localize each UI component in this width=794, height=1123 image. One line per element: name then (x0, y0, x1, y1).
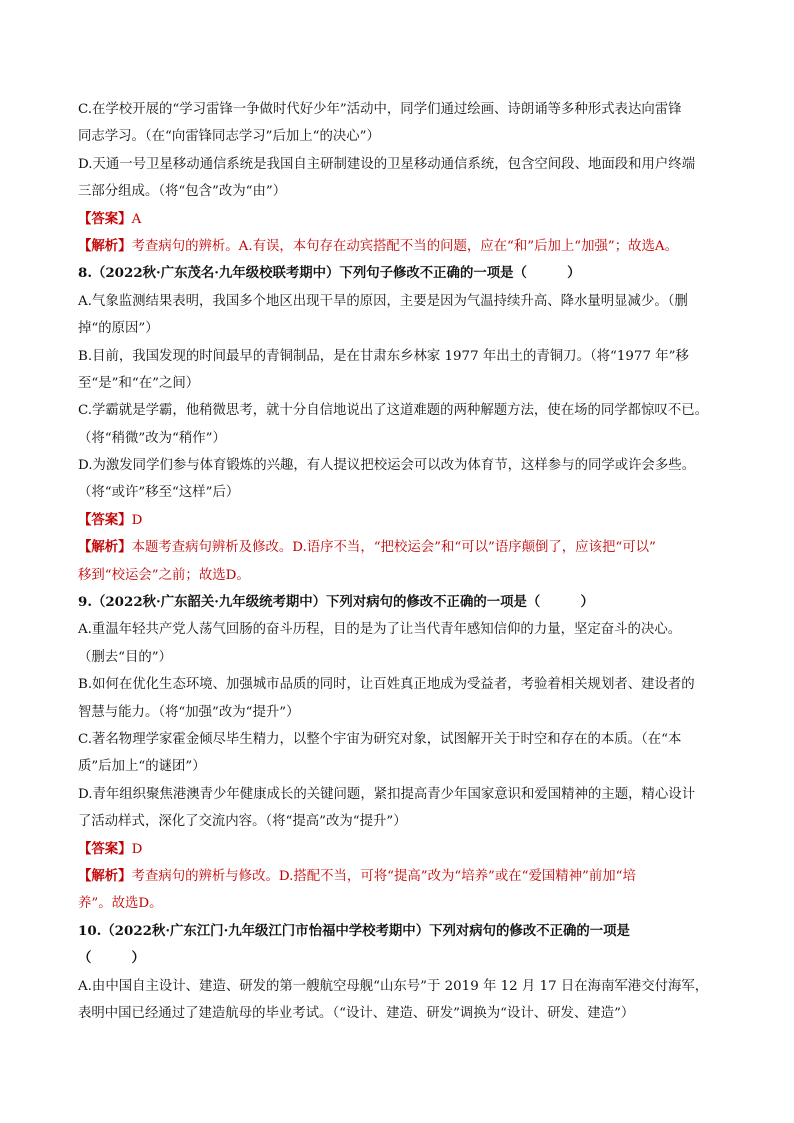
option-line: （将“或许”移至“这样”后） (78, 485, 240, 501)
option-line: A.气象监测结果表明，我国多个地区出现干旱的原因，主要是因为气温持续升高、降水量明显减少。（删 (78, 293, 688, 309)
analysis-line (78, 863, 726, 890)
answer-text: D (131, 512, 143, 528)
option-line: B.目前，我国发现的时间最早的青铜制品，是在甘肃东乡林家 1977 年出土的青铜刀。（将“1977 年”移 (78, 348, 689, 364)
option-line: C.在学校开展的“学习雷锋一争做时代好少年”活动中，同学们通过绘画、诗朗诵等多种形式表达向雷锋 (78, 102, 682, 117)
question-title: 8.（2022秋·广东茂名·九年级校联考期中）下列句子修改不正确的一项是（ ） (78, 265, 581, 282)
answer-tag: 【答案】 (78, 511, 132, 528)
answer-line (78, 836, 726, 863)
answer-text: D (131, 841, 143, 857)
answer-line (78, 206, 726, 233)
answer-line (78, 507, 726, 534)
answer-tag: 【答案】 (78, 210, 132, 227)
option-line: 至“是”和“在”之间） (78, 375, 200, 391)
option-line: D.天通一号卫星移动通信系统是我国自主研制建设的卫星移动通信系统，包含空间段、地面段和用户终端 (78, 156, 696, 172)
option-line: 了活动样式，深化了交流内容。（将“提高”改为“提升”） (78, 814, 407, 830)
option-line: （删去“目的”） (78, 649, 173, 665)
option-line: 质”后加上“的谜团”） (78, 759, 206, 775)
analysis-text: 考查病句的辨析。A.有误，本句存在动宾搭配不当的问题，应在“和”后加上“加强”；故选A。 (131, 238, 678, 254)
analysis-tag: 【解析】 (78, 237, 132, 254)
option-line: 表明中国已经通过了建造航母的毕业考试。（“设计、建造、研发”调换为“设计、研发、建造”） (78, 1005, 635, 1021)
option-line: B.如何在优化生态环境、加强城市品质的同时，让百姓真正地成为受益者，考验着相关规划者、建设者的 (78, 677, 695, 693)
analysis-line (78, 534, 726, 561)
question-title-continuation: （ ） (78, 950, 145, 967)
option-line: 掉“的原因”） (78, 321, 159, 337)
option-line: 同志学习。（在“向雷锋同志学习”后加上“的决心”） (78, 129, 380, 145)
option-line: 智慧与能力。（将“加强”改为“提升”） (78, 704, 300, 720)
option-line: A.由中国自主设计、建造、研发的第一艘航空母舰“山东号”于 2019 年 12 月 17 日在海南军港交付海军， (78, 978, 709, 994)
analysis-continuation: 移到“校运会”之前；故选D。 (78, 567, 250, 583)
option-line: A.重温年轻共产党人荡气回肠的奋斗历程，目的是为了让当代青年感知信仰的力量，坚定奋斗的决心。 (78, 622, 682, 638)
question-title: 10.（2022秋·广东江门·九年级江门市怡福中学校考期中）下列对病句的修改不正确的一项是 (78, 922, 630, 939)
option-line: D.青年组织聚焦港澳青少年健康成长的关键问题，紧扣提高青少年国家意识和爱国精神的主题，精心设计 (78, 786, 696, 802)
answer-text: A (131, 211, 142, 227)
question-title: 9.（2022秋·广东韶关·九年级统考期中）下列对病句的修改不正确的一项是（ ） (78, 594, 594, 611)
analysis-tag: 【解析】 (78, 539, 132, 556)
analysis-text: 本题考查病句辨析及修改。D.语序不当，“把校运会”和“可以”语序颠倒了，应该把“可以” (131, 540, 656, 556)
option-line: C.学霸就是学霸，他稍微思考，就十分自信地说出了这道难题的两种解题方法，使在场的同学都惊叹不已。 (78, 403, 708, 419)
analysis-tag: 【解析】 (78, 867, 132, 884)
analysis-line (78, 233, 726, 260)
option-line: （将“稍微”改为“稍作”） (78, 430, 226, 446)
option-line: C.著名物理学家霍金倾尽毕生精力，以整个宇宙为研究对象，试图解开关于时空和存在的本质。（在“本 (78, 731, 682, 747)
option-line: 三部分组成。（将“包含”改为“由”） (78, 184, 287, 200)
document-body (78, 96, 726, 1027)
option-line: D.为激发同学们参与体育锻炼的兴趣，有人提议把校运会可以改为体育节，这样参与的同学或许会多些。 (78, 458, 696, 474)
answer-tag: 【答案】 (78, 840, 132, 857)
analysis-text: 考查病句的辨析与修改。D.搭配不当，可将“提高”改为“培养”或在“爱国精神”前加“培 (131, 868, 636, 884)
analysis-continuation: 养”。故选D。 (78, 896, 163, 912)
